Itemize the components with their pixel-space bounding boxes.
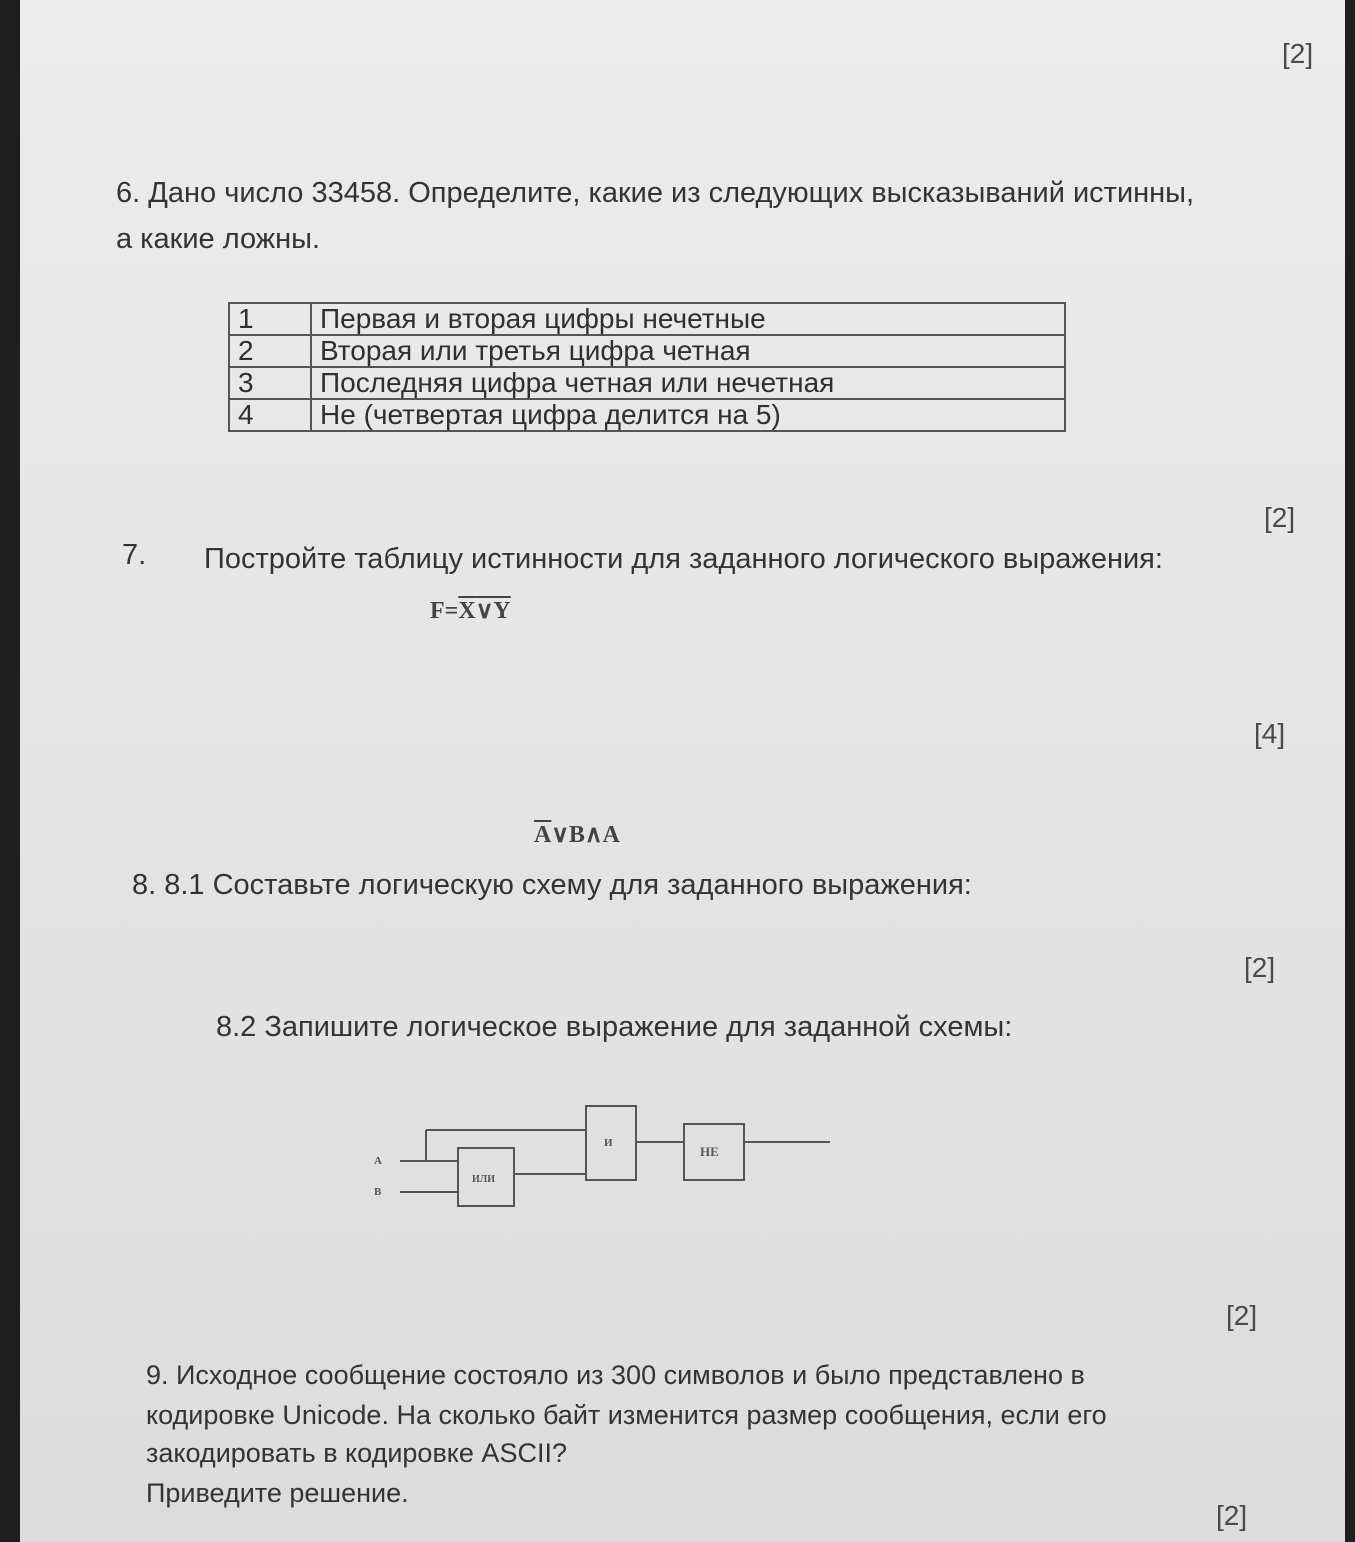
score-label: [2] [1216, 1500, 1248, 1531]
score-label: [4] [1254, 718, 1286, 749]
statements-table [228, 302, 1066, 432]
question-8-2-text: 8.2 Запишите логическое выражение для заданной схемы: [216, 1011, 1013, 1043]
formula-prefix: F= [430, 598, 459, 624]
table-row [229, 335, 1065, 367]
table-row [229, 303, 1065, 335]
input-b-label: B [374, 1186, 382, 1198]
question-9-line4: Приведите решение. [146, 1478, 409, 1508]
row-statement: Не (четвертая цифра делится на 5) [311, 399, 1065, 431]
expr-a-negated: $\overline{A}$ [534, 822, 552, 848]
score-label: [2] [1282, 38, 1314, 69]
row-number: 3 [229, 367, 311, 399]
or-gate-label: ИЛИ [472, 1174, 496, 1185]
question-7-number: 7. [122, 539, 147, 571]
row-number: 2 [229, 335, 311, 367]
formula-or: ∨ [475, 598, 494, 624]
question-6-text-line2: а какие ложны. [116, 223, 321, 255]
question-9-line1: 9. Исходное сообщение состояло из 300 символов и было представлено в [146, 1360, 1085, 1390]
row-number: 4 [229, 399, 311, 431]
score-label: [2] [1226, 1300, 1258, 1331]
expression-8-1 [534, 820, 620, 849]
and-gate-label: И [604, 1137, 613, 1149]
row-number: 1 [229, 303, 311, 335]
worksheet-page [20, 0, 1345, 1542]
row-statement: Первая и вторая цифры нечетные [311, 303, 1065, 335]
row-statement: Вторая или третья цифра четная [311, 335, 1065, 367]
formula-y: Y [493, 598, 511, 624]
table-row [229, 399, 1065, 431]
question-9-line3: закодировать в кодировке ASCII? [146, 1438, 567, 1468]
score-label: [2] [1264, 502, 1296, 533]
not-gate-label: НЕ [700, 1144, 719, 1159]
logic-circuit-diagram [360, 1096, 840, 1216]
score-label: [2] [1244, 952, 1276, 983]
input-a-label: A [374, 1155, 382, 1167]
table-row [229, 367, 1065, 399]
formula-negated-part [458, 598, 510, 624]
row-statement: Последняя цифра четная или нечетная [311, 367, 1065, 399]
question-9-line2: кодировке Unicode. На сколько байт изменится размер сообщения, если его [146, 1400, 1107, 1430]
question-8-1-text: 8. 8.1 Составьте логическую схему для заданного выражения: [132, 869, 972, 901]
question-7-text: Постройте таблицу истинности для заданного логического выражения: [204, 543, 1163, 575]
formula-x: X [458, 598, 476, 624]
question-6-text-line1: 6. Дано число 33458. Определите, какие из следующих высказываний истинны, [116, 177, 1195, 209]
expr-rest: ∨B∧A [551, 822, 620, 848]
formula-f [430, 596, 511, 625]
